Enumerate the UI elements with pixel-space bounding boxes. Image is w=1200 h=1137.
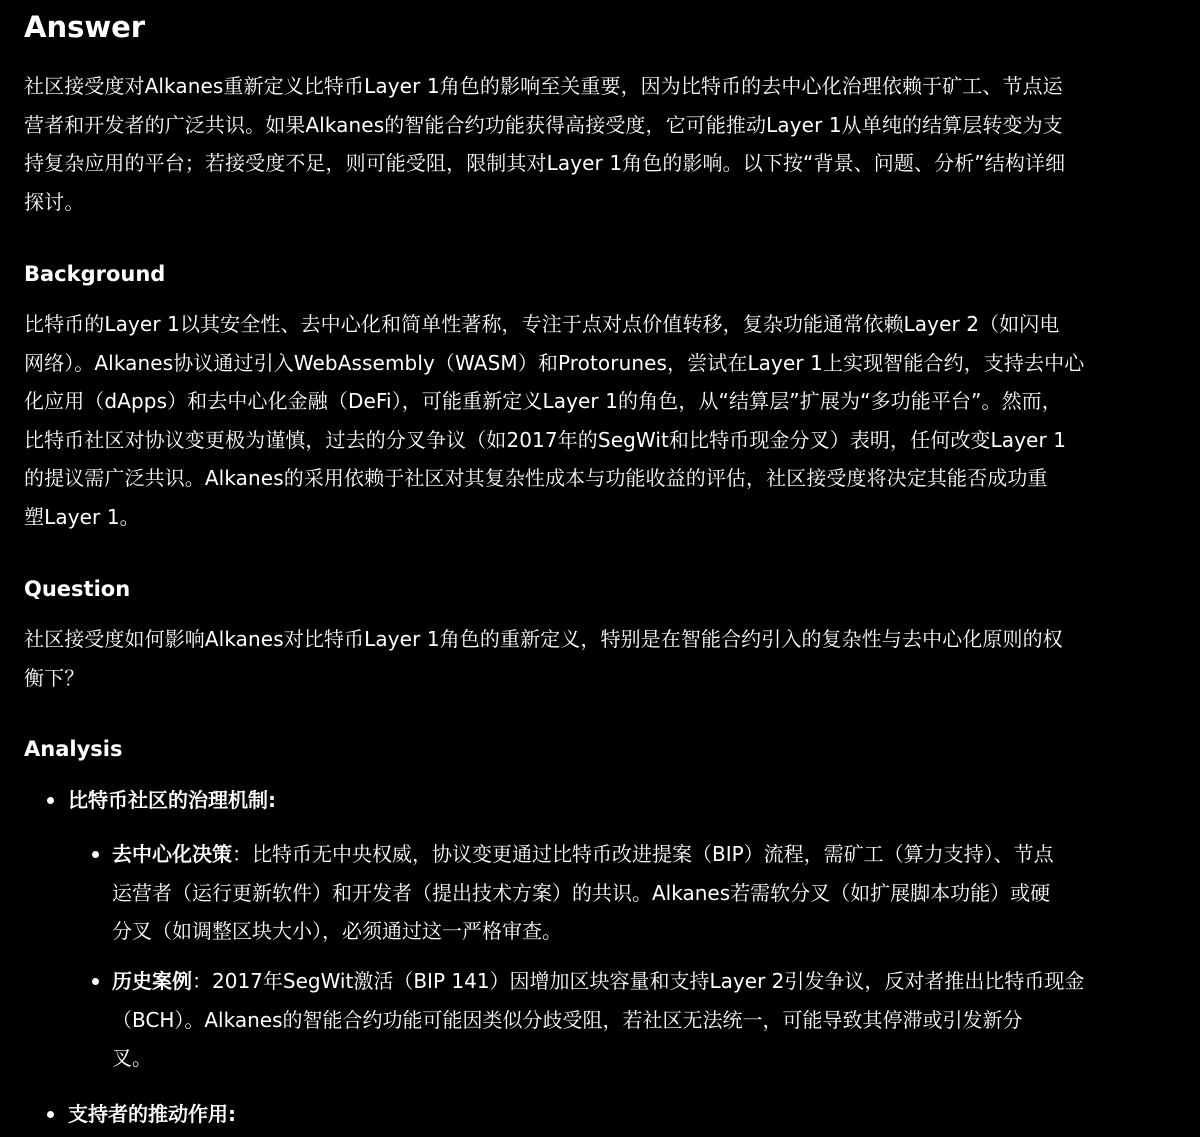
background-paragraph (24, 305, 1164, 536)
background-line: 网络）。Alkanes协议通过引入WebAssembly（WASM）和Protorunes，尝试在Layer 1上实现智能合约，支持去中心 (24, 350, 1085, 375)
background-line: 比特币的Layer 1以其安全性、去中心化和简单性著称，专注于点对点价值转移，复杂功能通常依赖Layer 2（如闪电 (24, 312, 1060, 336)
sub-bullet-line: 分叉（如调整区块大小），必须通过这一严格审查。 (112, 919, 562, 943)
bullet-text: 比特币社区的治理机制: (68, 788, 276, 812)
question-paragraph (24, 620, 1164, 697)
bullet-dot (47, 1111, 54, 1118)
sub-bullet-dot (92, 978, 99, 985)
answer-title: Answer (24, 10, 146, 44)
sub-bullet-line: ：比特币无中央权威，协议变更通过比特币改进提案（BIP）流程，需矿工（算力支持）、节点 (232, 842, 1054, 866)
bullet-dot (47, 797, 54, 804)
question-line: 社区接受度如何影响Alkanes对比特币Layer 1角色的重新定义，特别是在智能合约引入的复杂性与去中心化原则的权 (24, 627, 1063, 651)
background-line: 塑Layer 1。 (24, 504, 140, 529)
background-line: 化应用（dApps）和去中心化金融（DeFi），可能重新定义Layer 1的角色，从“结算层”扩展为“多功能平台”。然而， (24, 389, 1062, 413)
sub-bullet-historical-case (112, 962, 1164, 1078)
sub-bullet-line: 叉。 (112, 1046, 152, 1070)
intro-line: 营者和开发者的广泛共识。如果Alkanes的智能合约功能获得高接受度，它可能推动Layer 1从单纯的结算层转变为支 (24, 112, 1063, 137)
analysis-heading: Analysis (24, 737, 123, 761)
background-line: 比特币社区对协议变更极为谨慎，过去的分叉争议（如2017年的SegWit和比特币现金分叉）表明，任何改变Layer 1 (24, 427, 1067, 452)
intro-line: 探讨。 (24, 189, 85, 214)
background-heading: Background (24, 262, 166, 286)
sub-bullet-label: 去中心化决策 (112, 842, 232, 866)
question-heading: Question (24, 577, 131, 601)
sub-bullet-decentralized-decision (112, 835, 1164, 951)
sub-bullet-dot (92, 851, 99, 858)
bullet-text: 支持者的推动作用: (68, 1102, 236, 1126)
analysis-bullet-supporters (48, 1099, 236, 1129)
sub-bullet-line: 运营者（运行更新软件）和开发者（提出技术方案）的共识。Alkanes若需软分叉（如扩展脚本功能）或硬 (112, 880, 1051, 905)
sub-bullet-label: 历史案例 (112, 969, 192, 993)
intro-paragraph (24, 67, 1164, 221)
intro-line: 社区接受度对Alkanes重新定义比特币Layer 1角色的影响至关重要，因为比特币的去中心化治理依赖于矿工、节点运 (24, 74, 1063, 98)
question-line: 衡下？ (24, 665, 85, 690)
sub-bullet-line: ：2017年SegWit激活（BIP 141）因增加区块容量和支持Layer 2引发争议，反对者推出比特币现金 (192, 969, 1085, 993)
sub-bullet-line: （BCH）。Alkanes的智能合约功能可能因类似分歧受阻，若社区无法统一，可能导致其停滞或引发新分 (112, 1007, 1023, 1032)
intro-line: 持复杂应用的平台；若接受度不足，则可能受阻，限制其对Layer 1角色的影响。以下按“背景、问题、分析”结构详细 (24, 151, 1066, 175)
background-line: 的提议需广泛共识。Alkanes的采用依赖于社区对其复杂性成本与功能收益的评估，社区接受度将决定其能否成功重 (24, 466, 1048, 490)
analysis-bullet-governance (48, 785, 276, 815)
